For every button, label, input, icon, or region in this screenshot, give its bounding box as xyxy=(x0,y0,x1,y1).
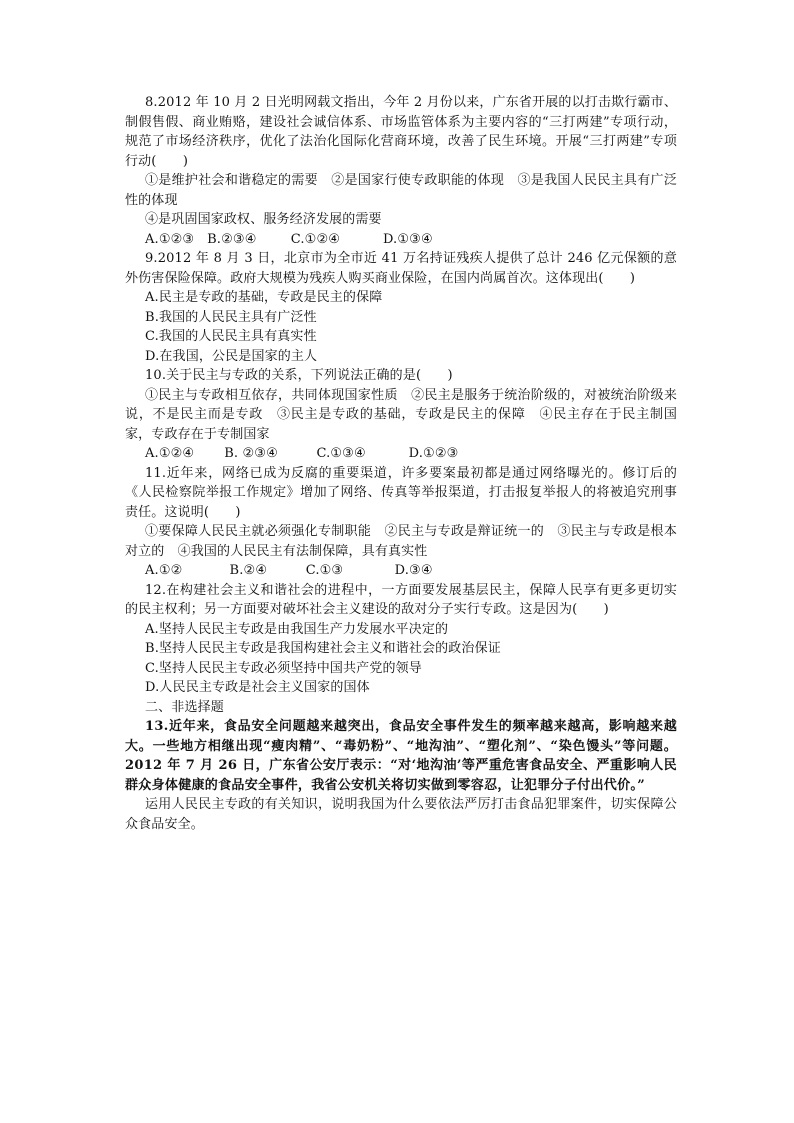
question-12-stem: 12.在构建社会主义和谐社会的进程中，一方面要发展基层民主，保障人民享有更多更切实的民主权利；另一方面要对破坏社会主义建设的敌对分子实行专政。这是因为( ) xyxy=(125,582,677,617)
question-11-stem: 11.近年来，网络已成为反腐的重要渠道，许多要案最初都是通过网络曝光的。修订后的《人民检察院举报工作规定》增加了网络、传真等举报渠道，打击报复举报人的将被追究刑事责任。这说明( ) xyxy=(125,465,677,520)
choice-c: C.①③ xyxy=(305,563,344,578)
question-10-stem: 10.关于民主与专政的关系，下列说法正确的是( ) xyxy=(145,368,453,383)
document-page xyxy=(125,93,677,834)
choice-b: B. ②③④ xyxy=(224,446,278,461)
question-9-stem: 9.2012 年 8 月 3 日，北京市为全市近 41 万名持证残疾人提供了总计 246 亿元保额的意外伤害保险保障。政府大规模为残疾人购买商业保险，在国内尚属首次。这体现出( ) xyxy=(125,251,677,286)
question-13-question: 运用人民民主专政的有关知识，说明我国为什么要依法严厉打击食品犯罪案件，切实保障公众食品安全。 xyxy=(125,797,677,832)
question-13-material: 13.近年来，食品安全问题越来越突出，食品安全事件发生的频率越来越高，影响越来越大。一些地方相继出现“瘦肉精”、“毒奶粉”、“地沟油”、“塑化剂”、“染色馒头”等问题。2012 年 7 月 26 日，广东省公安厅表示：“对‘地沟油’等严重危害食品安全、严重影响人民群众身体健康的食品安全事件，我省公安机关将切实做到零容忍，让犯罪分子付出代价。” xyxy=(125,719,677,793)
question-11-choices xyxy=(125,561,677,581)
choice-a: A.①②③ xyxy=(145,231,195,247)
choice-d: D.③④ xyxy=(394,563,433,578)
question-12-option-b: B.坚持人民民主专政是我国构建社会主义和谐社会的政治保证 xyxy=(145,641,501,656)
question-10-choices xyxy=(125,444,677,464)
choice-d: D.①③④ xyxy=(382,231,433,247)
question-12-option-a: A.坚持人民民主专政是由我国生产力发展水平决定的 xyxy=(145,621,449,637)
question-8-stem: 8.2012 年 10 月 2 日光明网载文指出，今年 2 月份以来，广东省开展的以打击欺行霸市、制假售假、商业贿赂，建设社会诚信体系、市场监管体系为主要内容的“三打两建”专项行动，规范了市场经济秩序，优化了法治化国际化营商环境，改善了民生环境。开展“三打两建”专项行动( ) xyxy=(125,95,677,169)
question-9-option-c: C.我国的人民民主具有真实性 xyxy=(145,329,317,344)
question-12-option-c: C.坚持人民民主专政必须坚持中国共产党的领导 xyxy=(145,660,422,676)
question-12-option-d: D.人民民主专政是社会主义国家的国体 xyxy=(145,680,370,695)
question-10-options: ①民主与专政相互依存，共同体现国家性质 ②民主是服务于统治阶级的，对被统治阶级来说，不是民主而是专政 ③民主是专政的基础，专政是民主的保障 ④民主存在于民主制国家，专政存在于专制国家 xyxy=(125,387,677,442)
question-9-option-b: B.我国的人民民主具有广泛性 xyxy=(145,309,317,325)
choice-b: B.②③④ xyxy=(207,231,257,247)
choice-d: D.①②③ xyxy=(408,446,459,461)
choice-a: A.①② xyxy=(145,563,183,578)
section-2-heading: 二、非选择题 xyxy=(145,699,224,715)
choice-b: B.②④ xyxy=(229,563,268,578)
question-8-option-4: ④是巩固国家政权、服务经济发展的需要 xyxy=(145,212,382,227)
question-11-options: ①要保障人民民主就必须强化专制职能 ②民主与专政是辩证统一的 ③民主与专政是根本对立的 ④我国的人民民主有法制保障，具有真实性 xyxy=(125,524,677,559)
question-9-option-d: D.在我国，公民是国家的主人 xyxy=(145,348,318,364)
question-8-choices xyxy=(125,230,677,250)
choice-c: C.①③④ xyxy=(316,446,366,461)
question-9-option-a: A.民主是专政的基础，专政是民主的保障 xyxy=(145,290,383,305)
choice-a: A.①②④ xyxy=(145,446,195,461)
question-8-options: ①是维护社会和谐稳定的需要 ②是国家行使专政职能的体现 ③是我国人民民主具有广泛性的体现 xyxy=(125,173,677,208)
choice-c: C.①②④ xyxy=(290,231,341,247)
